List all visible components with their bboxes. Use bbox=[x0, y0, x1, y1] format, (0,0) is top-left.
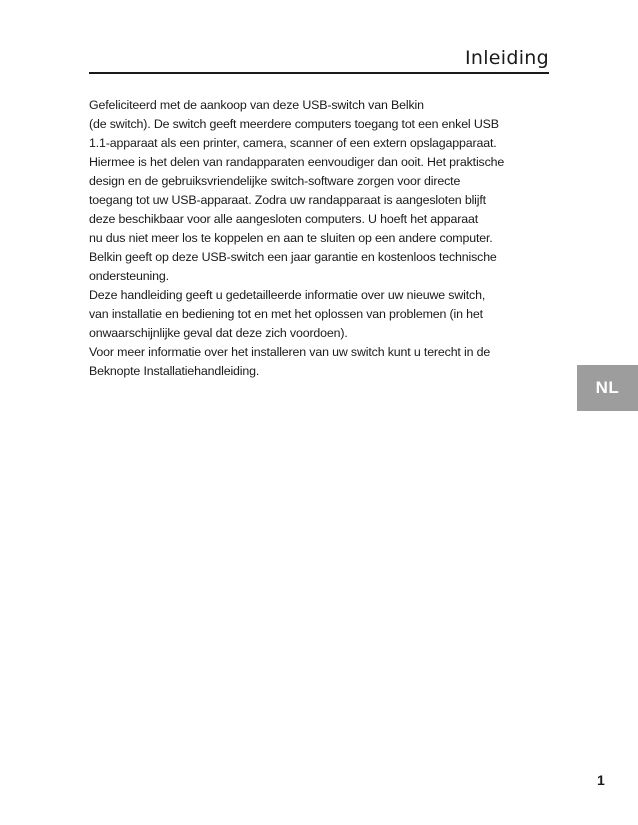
body-line: Voor meer informatie over het installeren van uw switch kunt u terecht in de bbox=[89, 345, 491, 359]
body-line: Deze handleiding geeft u gedetailleerde informatie over uw nieuwe switch, bbox=[89, 288, 486, 302]
page-number: 1 bbox=[597, 772, 605, 788]
body-line: design en de gebruiksvriendelijke switch-software zorgen voor directe bbox=[89, 174, 461, 188]
body-line: Beknopte Installatiehandleiding. bbox=[89, 364, 260, 378]
body-line: (de switch). De switch geeft meerdere computers toegang tot een enkel USB bbox=[89, 117, 499, 131]
body-line: Gefeliciteerd met de aankoop van deze USB-switch van Belkin bbox=[89, 98, 424, 112]
title-rule bbox=[89, 72, 549, 74]
body-line: nu dus niet meer los te koppelen en aan te sluiten op een andere computer. bbox=[89, 231, 493, 245]
body-line: toegang tot uw USB-apparaat. Zodra uw randapparaat is aangesloten blijft bbox=[89, 193, 486, 207]
body-line: Belkin geeft op deze USB-switch een jaar garantie en kostenloos technische bbox=[89, 250, 497, 264]
body-line: van installatie en bediening tot en met het oplossen van problemen (in het bbox=[89, 307, 483, 321]
body-line: 1.1-apparaat als een printer, camera, scanner of een extern opslagapparaat. bbox=[89, 136, 497, 150]
body-line: Hiermee is het delen van randapparaten eenvoudiger dan ooit. Het praktische bbox=[89, 155, 505, 169]
section-title: Inleiding bbox=[464, 47, 549, 69]
body-line: ondersteuning. bbox=[89, 269, 169, 283]
body-line: onwaarschijnlijke geval dat deze zich voordoen). bbox=[89, 326, 348, 340]
body-line: deze beschikbaar voor alle aangesloten computers. U hoeft het apparaat bbox=[89, 212, 479, 226]
body-text bbox=[89, 96, 559, 381]
language-tab: NL bbox=[577, 365, 638, 411]
